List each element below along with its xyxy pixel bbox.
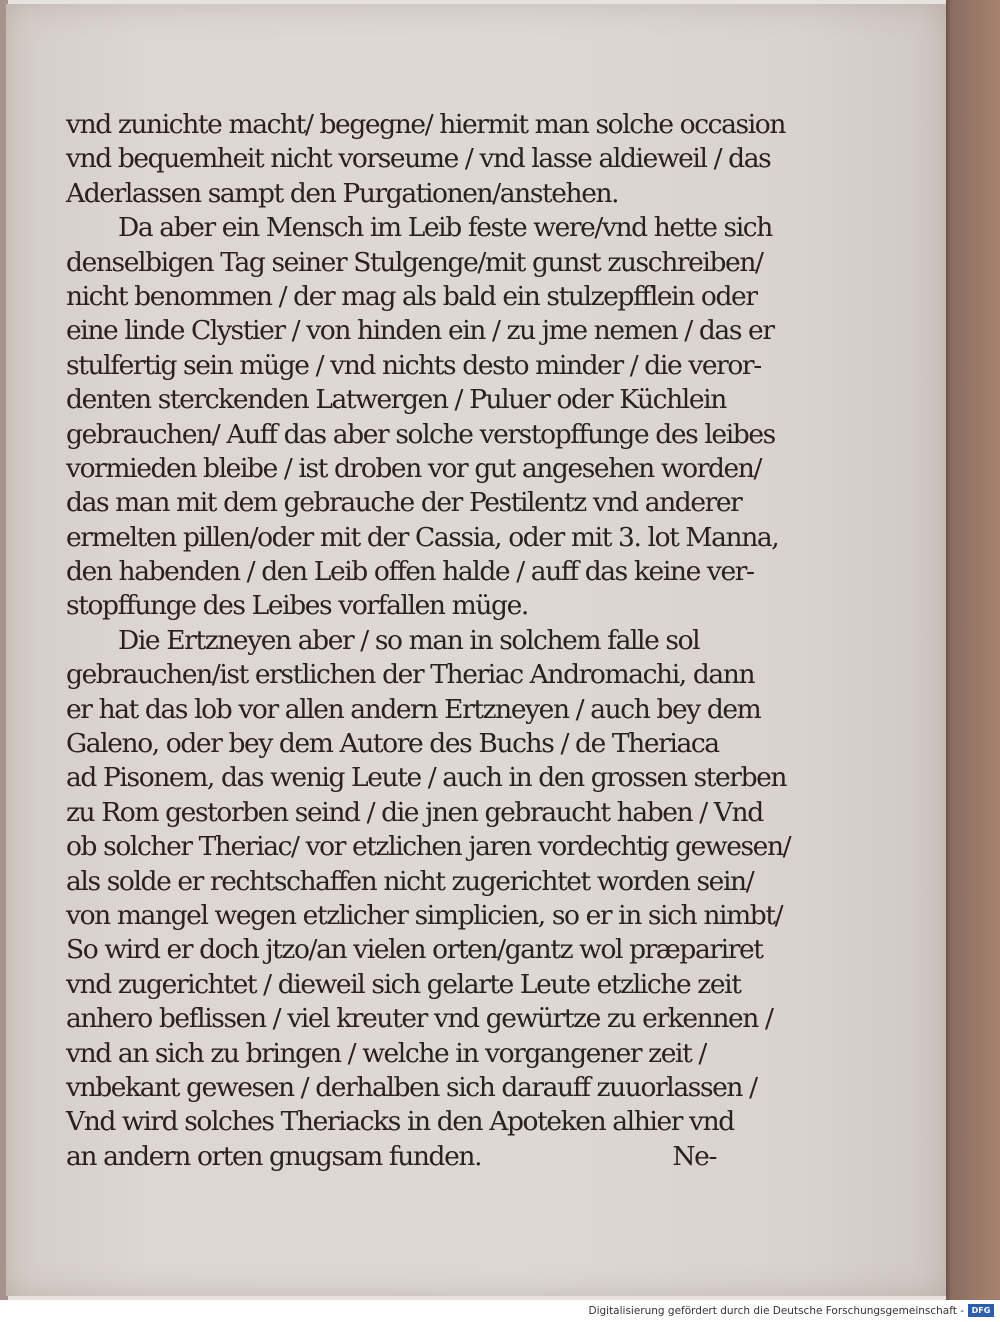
paragraph-start-line: Die Ertzneyen aber / so man in solchem falle sol [118, 624, 700, 656]
paragraph-start-line: Da aber ein Mensch im Leib feste were/vnd hette sich [118, 212, 772, 244]
dfg-logo: DFG [968, 1304, 994, 1317]
catchword: Ne- [672, 1140, 716, 1172]
last-line-text: an andern orten gnugsam funden. [66, 1140, 482, 1172]
text-line: anhero beflissen / viel kreuter vnd gewürtze zu erkennen / [66, 1003, 773, 1035]
text-line: stulfertig sein müge / vnd nichts desto minder / die veror- [66, 349, 761, 381]
text-line: vormieden bleibe / ist droben vor gut angesehen worden/ [66, 452, 762, 484]
text-line: ad Pisonem, das wenig Leute / auch in den grossen sterben [66, 762, 787, 794]
funding-credit: Digitalisierung gefördert durch die Deutsche Forschungsgemeinschaft - [588, 1305, 964, 1317]
text-line: vnbekant gewesen / derhalben sich darauff zuuorlassen / [66, 1071, 757, 1103]
text-line: vnd zugerichtet / dieweil sich gelarte Leute etzliche zeit [66, 968, 741, 1000]
last-text-line [66, 1140, 716, 1174]
text-line: denselbigen Tag seiner Stulgenge/mit gunst zuschreiben/ [66, 246, 763, 278]
book-cover-edge [946, 0, 1000, 1300]
text-line: gebrauchen/ Auff das aber solche verstopffunge des leibes [66, 418, 775, 450]
text-line: das man mit dem gebrauche der Pestilentz vnd anderer [66, 487, 742, 519]
text-line: denten sterckenden Latwergen / Puluer oder Küchlein [66, 384, 726, 416]
text-line: zu Rom gestorben seind / die jnen gebraucht haben / Vnd [66, 796, 763, 828]
text-line: Vnd wird solches Theriacks in den Apoteken alhier vnd [66, 1106, 734, 1138]
text-line: den habenden / den Leib offen halde / auff das keine ver- [66, 556, 754, 588]
text-line: von mangel wegen etzlicher simplicien, so er in sich nimbt/ [66, 899, 783, 931]
text-line: vnd an sich zu bringen / welche in vorgangener zeit / [66, 1037, 706, 1069]
text-line: gebrauchen/ist erstlichen der Theriac Andromachi, dann [66, 659, 755, 691]
footer-bar [0, 1300, 1000, 1322]
text-line: Galeno, oder bey dem Autore des Buchs / de Theriaca [66, 728, 719, 760]
text-line: als solde er rechtschaffen nicht zugerichtet worden sein/ [66, 865, 754, 897]
text-line: stopffunge des Leibes vorfallen müge. [66, 590, 528, 622]
text-line: eine linde Clystier / von hinden ein / zu jme nemen / das er [66, 315, 774, 347]
text-line: So wird er doch jtzo/an vielen orten/gantz wol præpariret [66, 934, 763, 966]
text-line: er hat das lob vor allen andern Ertzneyen / auch bey dem [66, 693, 761, 725]
text-line: vnd bequemheit nicht vorseume / vnd lasse aldieweil / das [66, 143, 771, 175]
text-line: Aderlassen sampt den Purgationen/anstehen. [66, 177, 619, 209]
text-line: nicht benommen / der mag als bald ein stulzepfflein oder [66, 280, 757, 312]
body-text [66, 108, 791, 1174]
text-line: vnd zunichte macht/ begegne/ hiermit man solche occasion [66, 109, 786, 140]
text-line: ob solcher Theriac/ vor etzlichen jaren vordechtig gewesen/ [66, 831, 791, 863]
text-line: ermelten pillen/oder mit der Cassia, oder mit 3. lot Manna, [66, 521, 779, 553]
